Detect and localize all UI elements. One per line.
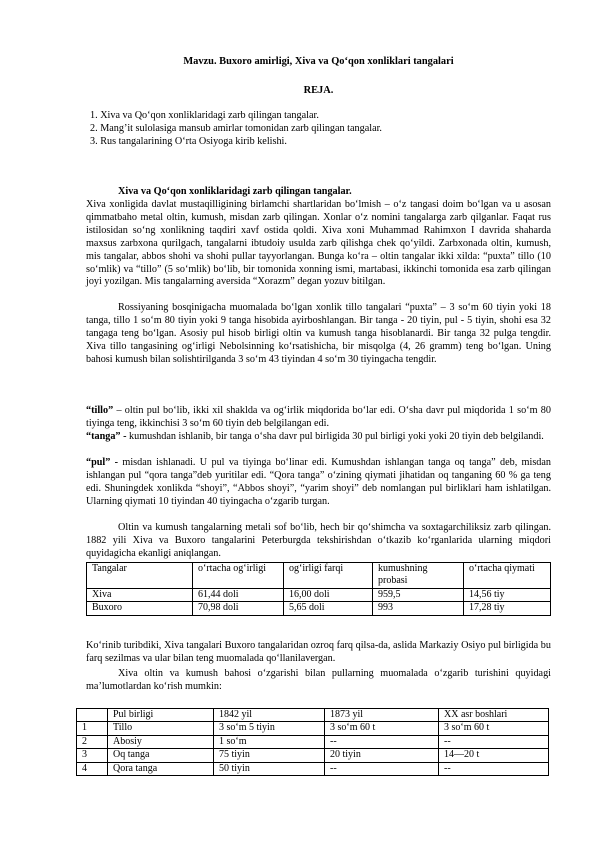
document-title: Mavzu. Buxoro amirligi, Xiva va Qo‘qon xonliklari tangalari [183, 56, 454, 67]
table-cell: 20 tiyin [325, 749, 439, 762]
paragraph-2: Rossiyaning bosqinigacha muomalada bo‘lgan xonlik tillo tangalari “puxta” – 3 so‘m 60 tiyin yoki 18 tanga, tillo 1 so‘m 80 tiyin yoki 9 tanga hisobida ayirboshlangan. Bir tanga - 20 tiyin, pul - 5 tiyin, shohi esa 32 tangaga teng bo‘lgan. Asosiy pul hisob birligi oltin va kumush tanga hisoblanardi. Bir tanga 32 pulga tengdir. Xiva tillo tangasining og‘irligi Nebolsinning ko‘rsatishicha, bir misqolga (4, 26 gramm) teng bo‘lgan. Uning bahosi kumush bilan solishtirilganda 3 so‘m 43 tiyindan 4 so‘m 30 tiyingacha tengdir. [86, 302, 551, 365]
table-row [77, 762, 549, 775]
table-cell: 959,5 [373, 588, 464, 601]
table-cell: 3 so‘m 5 tiyin [214, 722, 325, 735]
paragraph-tillo-text: – oltin pul bo‘lib, ikki xil shaklda va og‘irlik miqdorida bo‘lar edi. O‘sha davr pul miqdorida 1 so‘m 80 tiyinga teng, ikkinchisi 3 so‘m 60 tiyin deb belgilangan edi. [86, 405, 551, 429]
paragraph-tanga [86, 431, 551, 444]
paragraph-1: Xiva xonligida davlat mustaqilligining birlamchi shartlaridan bo‘lmish – o‘z tangasi doim bo‘lgan va u asosan qimmatbaho metal oltin, kumush, misdan zarb qilingan. Xonlar o‘z nomini tangalarga zarb qilganlar. Faqat rus istilosidan so‘ng xonlikning taqdiri xavf ostida qoldi. Xiva xoni Muhammad Rahimxon I davrida shaharda maxsus zarbxona qurilgach, tangalarni ibtudoiy usulda zarb qilishga chek qo‘yildi. Zarbxonada oltin, kumush, mis tangalar, abbos shohi va shohi pullar tayyorlangan. Bunga ko‘ra – oltin tangalar ikki xilda: “puxta” tillo (10 so‘mlik) va “tillo” (5 so‘mlik) bo‘lib, bir tomonida xonning ismi, martabasi, ikkinchi tomonida esa zarb qilingan joyi yozilgan. Mis tangalarning aversida “Xorazm” degan yozuv bitilgan. [86, 199, 551, 288]
table-cell: Tillo [108, 722, 214, 735]
table-cell: 3 so‘m 60 t [439, 722, 549, 735]
table-cell: 3 [77, 749, 108, 762]
term-tillo: “tillo” [86, 405, 114, 416]
table-row [87, 602, 551, 615]
table-cell: Xiva [87, 588, 193, 601]
section-heading: Xiva va Qo‘qon xonliklaridagi zarb qilingan tangalar. [118, 186, 352, 197]
table-cell: -- [325, 735, 439, 748]
table-cell: 50 tiyin [214, 762, 325, 775]
table-header-cell: 1842 yil [214, 709, 325, 722]
plan-list [90, 110, 550, 149]
table-cell: 75 tiyin [214, 749, 325, 762]
paragraph-tanga-text: kumushdan ishlanib, bir tanga o‘sha davr pul birligida 30 pul birligi yoki yoki 20 tiyin deb belgilandi. [126, 431, 544, 442]
plan-item: 3. Rus tangalarining O‘rta Osiyoga kirib kelishi. [90, 135, 287, 147]
paragraph-8: Xiva oltin va kumush bahosi o‘zgarishi bilan pullarning muomalada o‘zgarib turishini quyidagi ma’lumotlardan ko‘rish mumkin: [86, 668, 551, 692]
paragraph-7: Ko‘rinib turibdiki, Xiva tangalari Buxoro tangalaridan ozroq farq qilsa-da, aslida Markaziy Osiyo pul birligida bu farq sezilmas va ular bilan teng muomalada qo‘llanilavergan. [86, 640, 551, 664]
table-header-row [77, 709, 549, 722]
table-cell: 2 [77, 735, 108, 748]
table-header-row [87, 563, 551, 589]
table-cell: Oq tanga [108, 749, 214, 762]
table-row [77, 722, 549, 735]
table-cell: 61,44 doli [193, 588, 284, 601]
table-cell: 70,98 doli [193, 602, 284, 615]
table-row [77, 749, 549, 762]
table-header-cell: og‘irligi farqi [284, 563, 373, 589]
term-tanga: “tanga” - [86, 431, 127, 442]
table-cell: 14—20 t [439, 749, 549, 762]
plan-item: 2. Mang’it sulolasiga mansub amirlar tomonidan zarb qilingan tangalar. [90, 122, 382, 134]
table-header-cell: o‘rtacha qiymati [464, 563, 551, 589]
plan-heading: REJA. [303, 85, 334, 96]
coin-comparison-table [86, 562, 551, 616]
term-pul: “pul” - [86, 457, 119, 468]
table-header-cell: 1873 yil [325, 709, 439, 722]
paragraph-6: Oltin va kumush tangalarning metali sof bo‘lib, hech bir qo‘shimcha va soxtagarchiliksiz zarb qilingan. 1882 yili Xiva va Buxoro tangalarini Peterburgda tekshirishdan o‘tkazib ko‘rganlarida ularning miqdori quyidagicha ekanligi aniqlangan. [86, 522, 551, 559]
table-cell: -- [439, 762, 549, 775]
table-header-cell [77, 709, 108, 722]
table-row [77, 735, 549, 748]
table-row [87, 588, 551, 601]
table-cell: 14,56 tiy [464, 588, 551, 601]
plan-item: 1. Xiva va Qo‘qon xonliklaridagi zarb qilingan tangalar. [90, 110, 319, 121]
table-cell: 4 [77, 762, 108, 775]
table-header-cell: Tangalar [87, 563, 193, 589]
table-header-cell: o‘rtacha og‘irligi [193, 563, 284, 589]
table-cell: -- [439, 735, 549, 748]
table-cell: Buxoro [87, 602, 193, 615]
table-cell: 5,65 doli [284, 602, 373, 615]
table-header-cell: XX asr boshlari [439, 709, 549, 722]
table-cell: Qora tanga [108, 762, 214, 775]
table-cell: 17,28 tiy [464, 602, 551, 615]
table-cell: Abosiy [108, 735, 214, 748]
table-cell: 3 so‘m 60 t [325, 722, 439, 735]
table-header-cell: Pul birligi [108, 709, 214, 722]
table-cell: 16,00 doli [284, 588, 373, 601]
table-cell: 1 [77, 722, 108, 735]
paragraph-pul-text: misdan ishlanadi. U pul va tiyinga bo‘linar edi. Kumushdan ishlangan tanga oq tanga” deb, misdan ishlangan pul “qora tanga”deb yuritilar edi. “Qora tanga” o‘zining qiymati jihatidan oq tanganing 60 % ga teng edi. Shuningdek xonlikda “shoyi”, “Abbos shoyi”, “yarim shoyi” deb nomlangan pul birliklari ham ishlatilgan. Ularning qiymati 10 tiyindan 40 tiyingacha o‘zgarib turgan. [86, 457, 551, 507]
table-cell: -- [325, 762, 439, 775]
table-cell: 1 so‘m [214, 735, 325, 748]
currency-change-table [76, 708, 549, 776]
paragraph-tillo [86, 405, 551, 431]
table-header-cell: kumushning probasi [373, 563, 464, 589]
table-cell: 993 [373, 602, 464, 615]
paragraph-pul [86, 457, 551, 509]
